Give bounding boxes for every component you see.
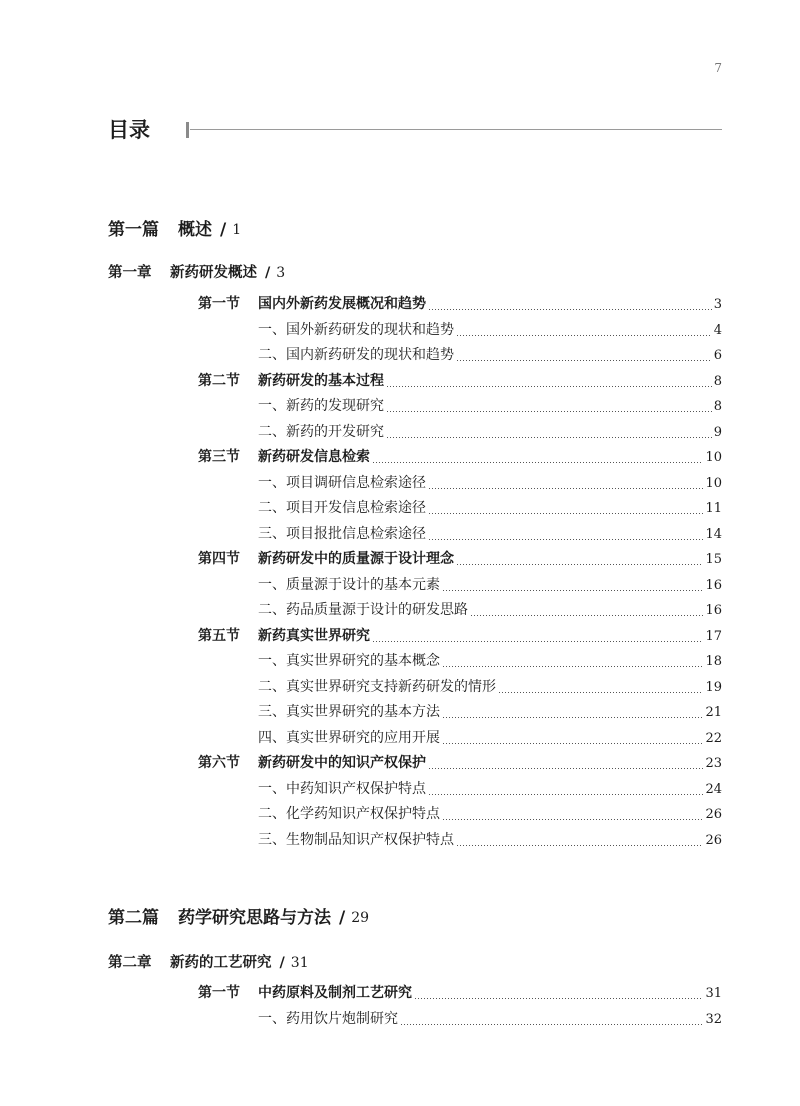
chapter-heading (108, 953, 309, 973)
page-number: 26 (705, 832, 722, 848)
toc-section (198, 369, 722, 395)
part-title: 药学研究思路与方法 (178, 908, 331, 928)
page-number: 10 (705, 450, 722, 465)
toc-subsection (198, 343, 722, 369)
chapter-label: 第一章 (108, 265, 152, 281)
page-number: 22 (705, 730, 722, 746)
chapter-title: 新药的工艺研究 (170, 955, 272, 971)
subsection-title: 三、生物制品知识产权保护特点 (258, 831, 454, 848)
toc-subsection (198, 1007, 722, 1033)
toc-subsection (198, 420, 722, 446)
toc-title: 目录 (108, 118, 150, 142)
dot-leader (443, 666, 703, 667)
part-title: 概述 (178, 220, 212, 240)
section-title: 国内外新药发展概况和趋势 (258, 296, 426, 312)
dot-leader (443, 717, 703, 718)
page-number: 16 (705, 577, 722, 593)
subsection-title: 三、项目报批信息检索途径 (258, 525, 426, 542)
dot-leader (429, 488, 703, 489)
toc-section (198, 624, 722, 650)
dot-leader (457, 564, 703, 565)
toc-section (198, 445, 722, 471)
page-separator: / (339, 908, 346, 928)
dot-leader (443, 590, 703, 591)
page-number: 26 (705, 807, 722, 822)
page-number: 8 (713, 399, 722, 414)
subsection-title: 二、新药的开发研究 (258, 423, 384, 440)
page-number: 32 (705, 1011, 722, 1027)
subsection-title: 二、化学药知识产权保护特点 (258, 806, 440, 822)
page-number: 17 (705, 628, 722, 644)
section-number: 第四节 (198, 551, 240, 567)
page-separator: / (265, 265, 271, 281)
part-page: 29 (351, 910, 370, 926)
subsection-title: 一、药用饮片炮制研究 (258, 1010, 398, 1027)
toc-subsection (198, 726, 722, 752)
dot-leader (387, 411, 712, 412)
dot-leader (457, 845, 703, 846)
header-rule-divider (190, 129, 722, 130)
page-number: 21 (705, 705, 722, 720)
section-number: 第二节 (198, 372, 240, 389)
section-title: 新药真实世界研究 (258, 627, 370, 644)
part-heading (108, 906, 369, 930)
section-title: 新药研发信息检索 (258, 449, 370, 465)
toc-subsection (198, 700, 722, 726)
page-number: 24 (705, 781, 722, 797)
section-title: 新药研发中的知识产权保护 (258, 755, 426, 771)
section-title: 新药研发的基本过程 (258, 372, 384, 389)
dot-leader (373, 462, 703, 463)
page-number: 19 (705, 679, 722, 695)
toc-subsection (198, 496, 722, 522)
toc-subsection (198, 573, 722, 599)
dot-leader (457, 360, 712, 361)
toc-subsection (198, 522, 722, 548)
dot-leader (429, 513, 703, 514)
subsection-title: 一、项目调研信息检索途径 (258, 474, 426, 491)
page-number: 14 (705, 526, 722, 542)
chapter-title: 新药研发概述 (170, 265, 257, 281)
section-title: 中药原料及制剂工艺研究 (258, 985, 412, 1001)
chapter-page: 31 (290, 955, 309, 971)
toc-subsection (198, 318, 722, 344)
page-number: 8 (713, 373, 722, 389)
toc-subsection (198, 802, 722, 828)
header-bar-divider (186, 122, 189, 138)
dot-leader (443, 743, 703, 744)
page-separator: / (220, 220, 227, 240)
toc-subsection (198, 471, 722, 497)
part-label: 第二篇 (108, 908, 159, 928)
page-number-header: 7 (714, 61, 722, 75)
page-number: 11 (705, 501, 722, 516)
page-number: 31 (705, 986, 722, 1001)
toc-section (198, 751, 722, 777)
dot-leader (387, 437, 712, 438)
page-number: 4 (713, 322, 722, 338)
subsection-title: 四、真实世界研究的应用开展 (258, 729, 440, 746)
toc-list (198, 292, 722, 853)
section-number: 第三节 (198, 449, 240, 465)
section-title: 新药研发中的质量源于设计理念 (258, 551, 454, 567)
dot-leader (471, 615, 703, 616)
toc-section (198, 292, 722, 318)
dot-leader (387, 386, 712, 387)
toc-section (198, 547, 722, 573)
page-number: 16 (705, 603, 722, 618)
toc-subsection (198, 675, 722, 701)
subsection-title: 二、项目开发信息检索途径 (258, 500, 426, 516)
toc-header (108, 116, 722, 144)
dot-leader (401, 1024, 703, 1025)
subsection-title: 三、真实世界研究的基本方法 (258, 704, 440, 720)
subsection-title: 二、国内新药研发的现状和趋势 (258, 347, 454, 363)
subsection-title: 一、质量源于设计的基本元素 (258, 576, 440, 593)
dot-leader (499, 692, 703, 693)
section-number: 第一节 (198, 296, 240, 312)
section-number: 第一节 (198, 985, 240, 1001)
subsection-title: 一、新药的发现研究 (258, 398, 384, 414)
page-number: 10 (705, 475, 722, 491)
section-number: 第五节 (198, 627, 240, 644)
page-number: 23 (705, 756, 722, 771)
toc-subsection (198, 828, 722, 854)
dot-leader (429, 794, 703, 795)
dot-leader (443, 819, 703, 820)
toc-list (198, 981, 722, 1032)
page-number: 3 (713, 297, 722, 312)
toc-subsection (198, 649, 722, 675)
page-number: 6 (713, 348, 722, 363)
subsection-title: 二、真实世界研究支持新药研发的情形 (258, 678, 496, 695)
page-number: 9 (713, 424, 722, 440)
page-number: 18 (705, 654, 722, 669)
page-number: 15 (705, 552, 722, 567)
dot-leader (429, 539, 703, 540)
toc-section (198, 981, 722, 1007)
toc-subsection (198, 777, 722, 803)
toc-subsection (198, 598, 722, 624)
part-heading (108, 218, 241, 242)
subsection-title: 一、中药知识产权保护特点 (258, 780, 426, 797)
chapter-heading (108, 263, 285, 283)
dot-leader (429, 768, 703, 769)
subsection-title: 二、药品质量源于设计的研发思路 (258, 602, 468, 618)
dot-leader (457, 335, 712, 336)
chapter-label: 第二章 (108, 955, 152, 971)
subsection-title: 一、真实世界研究的基本概念 (258, 653, 440, 669)
page-separator: / (279, 955, 285, 971)
part-page: 1 (232, 222, 242, 238)
chapter-page: 3 (276, 265, 286, 281)
dot-leader (415, 998, 703, 999)
toc-subsection (198, 394, 722, 420)
dot-leader (429, 309, 712, 310)
section-number: 第六节 (198, 755, 240, 771)
dot-leader (373, 641, 703, 642)
part-label: 第一篇 (108, 220, 159, 240)
subsection-title: 一、国外新药研发的现状和趋势 (258, 321, 454, 338)
